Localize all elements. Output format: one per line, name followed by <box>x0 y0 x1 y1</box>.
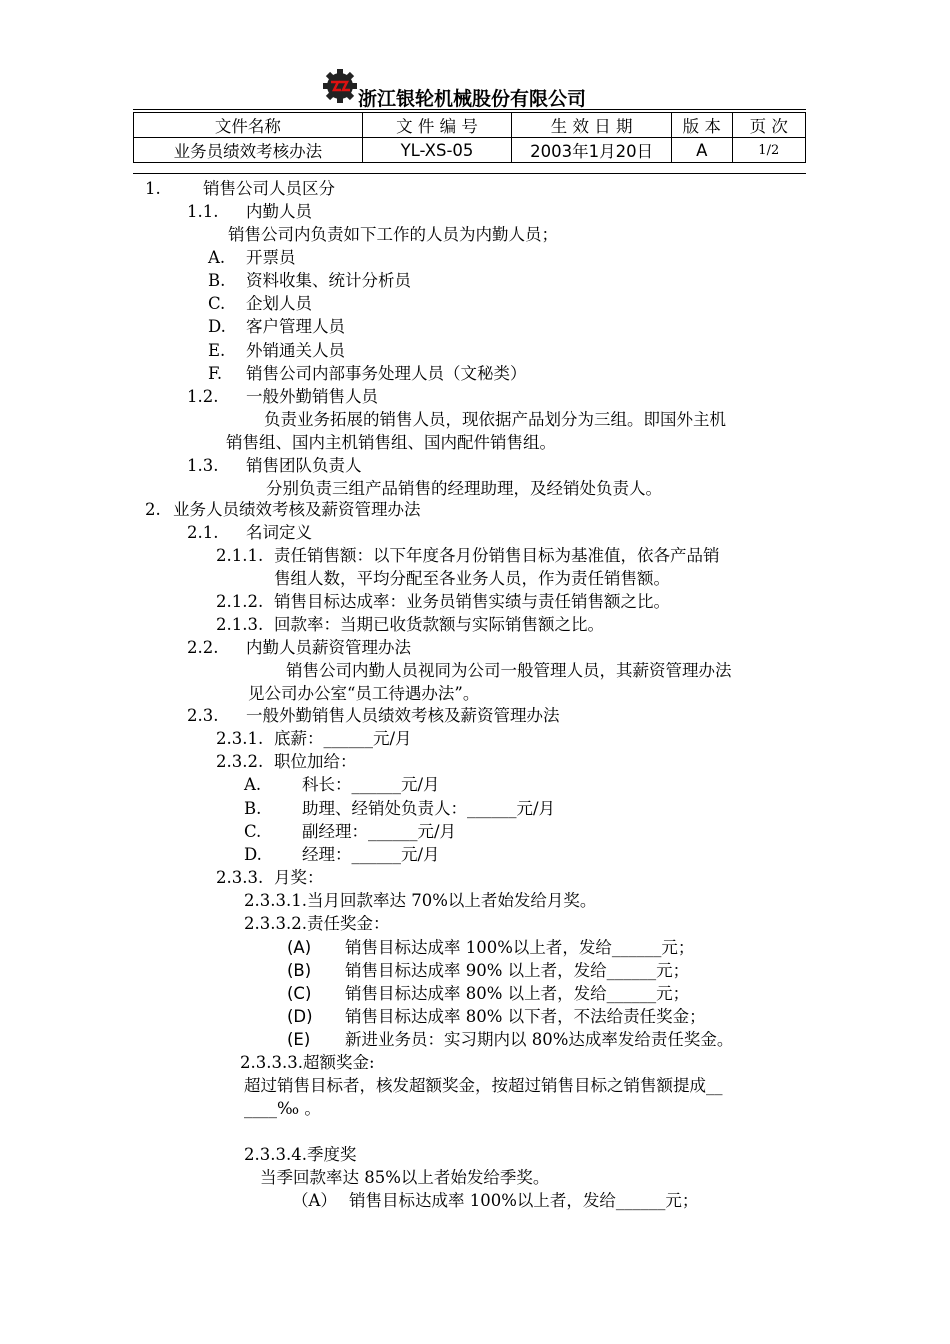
meta-header-row <box>134 113 806 138</box>
list-item: 销售目标达成率 90% 以上者，发给______元； <box>345 961 690 980</box>
section-2-3-title: 一般外勤销售人员绩效考核及薪资管理办法 <box>246 706 560 725</box>
list-marker: (C) <box>287 984 312 1003</box>
definition-text: 销售目标达成率：业务员销售实绩与责任销售额之比。 <box>274 592 670 611</box>
list-item: 销售目标达成率 80% 以下者，不法给责任奖金； <box>345 1007 706 1026</box>
meta-header-cell: 页 次 <box>732 113 805 138</box>
section-1-1-intro: 销售公司内负责如下工作的人员为内勤人员； <box>228 225 558 244</box>
section-1-3-number: 1.3. <box>187 456 219 475</box>
list-marker: A. <box>208 248 226 267</box>
list-marker: C. <box>244 822 262 841</box>
meta-value-cell: YL-XS-05 <box>362 138 512 163</box>
section-2-number: 2. <box>145 500 161 519</box>
paragraph-line: 分别负责三组产品销售的经理助理，及经销处负责人。 <box>266 479 662 498</box>
list-marker: E. <box>208 341 226 360</box>
section-2-2-title: 内勤人员薪资管理办法 <box>246 638 411 657</box>
meta-header-cell: 文件名称 <box>134 113 363 138</box>
section-2-1-title: 名词定义 <box>246 523 312 542</box>
list-marker: B. <box>208 271 226 290</box>
body-top-rule <box>133 173 806 174</box>
section-1-title: 销售公司人员区分 <box>203 179 335 198</box>
section-2-2-number: 2.2. <box>187 638 219 657</box>
list-item: 销售目标达成率 100%以上者，发给______元； <box>349 1191 699 1210</box>
paragraph-line: 见公司办公室“员工待遇办法”。 <box>248 684 480 703</box>
paragraph-line: ____‰ 。 <box>244 1099 321 1118</box>
definition-number: 2.1.2. <box>216 592 264 611</box>
paragraph-line: 销售组、国内主机销售组、国内配件销售组。 <box>226 433 556 452</box>
list-marker: F. <box>208 364 223 383</box>
definition-text: 责任销售额：以下年度各月份销售目标为基准值，依各产品销 <box>274 546 720 565</box>
meta-value-cell: 1/2 <box>732 138 805 163</box>
list-item: 助理、经销处负责人：______元/月 <box>302 799 556 818</box>
document-meta-table <box>133 112 806 163</box>
clause-text: 月奖： <box>274 868 324 887</box>
definition-text: 售组人数，平均分配至各业务人员，作为责任销售额。 <box>274 569 670 588</box>
list-item: 副经理：______元/月 <box>302 822 457 841</box>
list-item: 销售目标达成率 100%以上者，发给______元； <box>345 938 695 957</box>
list-marker: (B) <box>287 961 312 980</box>
list-marker: B. <box>244 799 262 818</box>
section-1-number: 1. <box>145 179 161 198</box>
section-1-2-title: 一般外勤销售人员 <box>246 387 378 406</box>
paragraph-line: 当季回款率达 85%以上者始发给季奖。 <box>260 1168 550 1187</box>
clause-number: 2.3.2. <box>216 752 264 771</box>
definition-number: 2.1.3. <box>216 615 264 634</box>
meta-header-cell: 生 效 日 期 <box>512 113 672 138</box>
header-rule <box>133 109 806 110</box>
clause-number: 2.3.3. <box>216 868 264 887</box>
list-item: 企划人员 <box>246 294 312 313</box>
meta-value-row <box>134 138 806 163</box>
section-1-2-number: 1.2. <box>187 387 219 406</box>
meta-header-cell: 版 本 <box>672 113 733 138</box>
list-marker: (E) <box>287 1030 311 1049</box>
list-marker: D. <box>244 845 262 864</box>
list-marker: （A） <box>292 1191 337 1210</box>
list-marker: (D) <box>287 1007 313 1026</box>
list-item: 资料收集、统计分析员 <box>246 271 411 290</box>
sub-clause: 2.3.3.2.责任奖金： <box>244 914 390 933</box>
list-item: 经理：______元/月 <box>302 845 440 864</box>
meta-value-cell: 业务员绩效考核办法 <box>134 138 363 163</box>
list-item: 科长：______元/月 <box>302 775 440 794</box>
meta-value-cell: A <box>672 138 733 163</box>
list-marker: C. <box>208 294 226 313</box>
gear-logo-icon <box>322 68 358 104</box>
section-1-1-title: 内勤人员 <box>246 202 312 221</box>
list-marker: A. <box>244 775 262 794</box>
list-item: 客户管理人员 <box>246 317 345 336</box>
list-item: 销售目标达成率 80% 以上者，发给______元； <box>345 984 690 1003</box>
list-marker: D. <box>208 317 226 336</box>
paragraph-line: 负责业务拓展的销售人员，现依据产品划分为三组。即国外主机 <box>264 410 726 429</box>
paragraph-line: 超过销售目标者，核发超额奖金，按超过销售目标之销售额提成__ <box>244 1076 723 1095</box>
definition-text: 回款率：当期已收货款额与实际销售额之比。 <box>274 615 604 634</box>
list-item: 销售公司内部事务处理人员（文秘类） <box>246 364 527 383</box>
meta-header-cell: 文 件 编 号 <box>362 113 512 138</box>
meta-value-cell: 2003年1月20日 <box>512 138 672 163</box>
clause-text: 职位加给： <box>274 752 357 771</box>
list-marker: (A) <box>287 938 312 957</box>
sub-clause: 2.3.3.3.超额奖金: <box>240 1053 375 1072</box>
section-1-1-number: 1.1. <box>187 202 219 221</box>
sub-clause: 2.3.3.4.季度奖 <box>244 1145 357 1164</box>
company-name: 浙江银轮机械股份有限公司 <box>358 88 587 110</box>
paragraph-line: 销售公司内勤人员视同为公司一般管理人员，其薪资管理办法 <box>286 661 732 680</box>
section-2-3-number: 2.3. <box>187 706 219 725</box>
section-1-3-title: 销售团队负责人 <box>246 456 362 475</box>
clause-text: 底薪：______元/月 <box>274 729 412 748</box>
clause-number: 2.3.1. <box>216 729 264 748</box>
definition-number: 2.1.1. <box>216 546 264 565</box>
section-2-title: 业务人员绩效考核及薪资管理办法 <box>173 500 421 519</box>
list-item: 开票员 <box>246 248 296 267</box>
list-item: 新进业务员：实习期内以 80%达成率发给责任奖金。 <box>345 1030 734 1049</box>
list-item: 外销通关人员 <box>246 341 345 360</box>
sub-clause: 2.3.3.1.当月回款率达 70%以上者始发给月奖。 <box>244 891 597 910</box>
section-2-1-number: 2.1. <box>187 523 219 542</box>
